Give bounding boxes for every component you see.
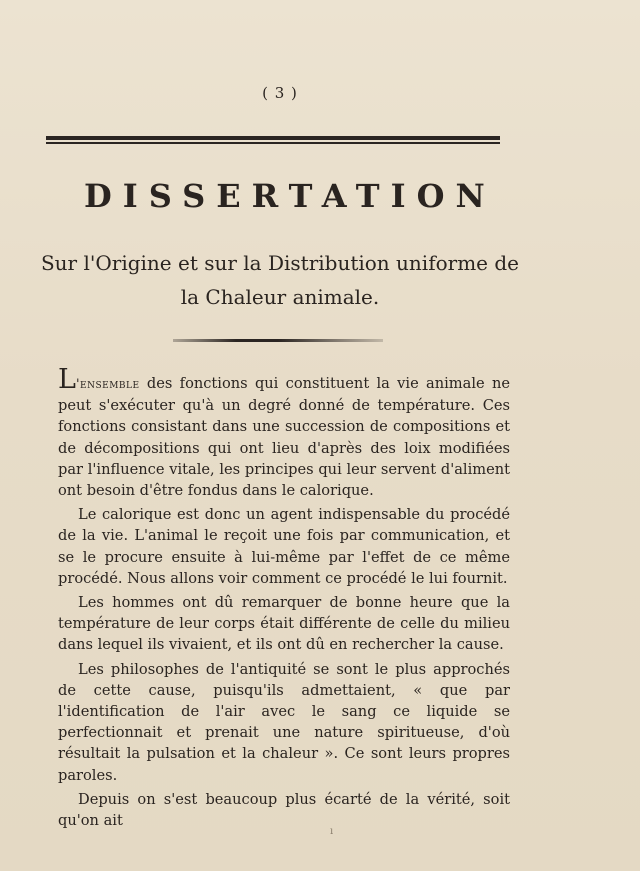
page-subtitle bbox=[0, 246, 560, 314]
page-number: ( 3 ) bbox=[262, 84, 298, 102]
paragraph-1 bbox=[58, 366, 510, 501]
paragraph-3: Les hommes ont dû remarquer de bonne heure que la température de leur corps était différente de celle du milieu dans lequel ils vivaient, et ils ont dû en rechercher la cause. bbox=[58, 594, 510, 654]
subtitle-line-2: la Chaleur animale. bbox=[180, 285, 380, 309]
paragraph-1-text: des fonctions qui constituent la vie animale ne peut s'exécuter qu'à un degré donné de température. Ces fonctions consistant dans une succession de compositions et de décompositions qui ont lieu d'après des loix modifiées par l'influence vitale, les principes qui leur servent d'aliment ont besoin d'être fondus dans le calorique. bbox=[58, 375, 510, 500]
paragraph-5: Depuis on s'est beaucoup plus écarté de la vérité, soit qu'on ait bbox=[58, 790, 510, 830]
paragraph-2: Le calorique est donc un agent indispensable du procédé de la vie. L'animal le reçoit une fois par communication, et se le procure ensuite à lui-même par l'effet de ce même procédé. Nous allons voir comment ce procédé le lui fournit. bbox=[58, 506, 510, 587]
page-title: DISSERTATION bbox=[84, 177, 496, 215]
top-double-rule bbox=[46, 136, 500, 144]
body-text bbox=[58, 366, 510, 834]
paragraph-4: Les philosophes de l'antiquité se sont le plus approchés de cette cause, puisqu'ils admettaient, « que par l'identification de l'air avec le sang ce liquide se perfectionnait et prenait une nature spiritueuse, d'où résultait la pulsation et la chaleur ». Ce sont leurs propres paroles. bbox=[58, 660, 510, 784]
top-rule-thick bbox=[46, 136, 500, 140]
drop-cap: L bbox=[58, 364, 76, 395]
small-caps-lead: 'ensemble bbox=[75, 377, 140, 392]
section-divider bbox=[173, 339, 383, 342]
paper-mark: ı bbox=[330, 826, 334, 837]
subtitle-line-1: Sur l'Origine et sur la Distribution uniforme de bbox=[40, 251, 520, 275]
top-rule-thin bbox=[46, 142, 500, 144]
